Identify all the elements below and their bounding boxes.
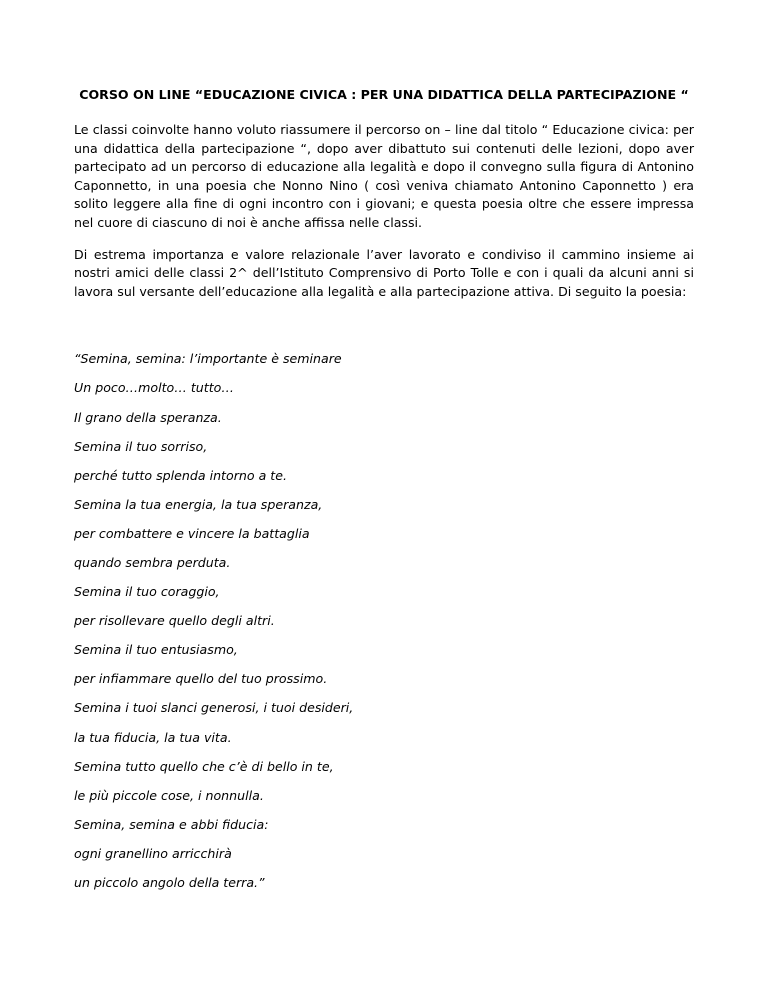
poem-line: le più piccole cose, i nonnulla. [74, 787, 264, 803]
poem-line: Semina tutto quello che c’è di bello in te, [74, 758, 334, 774]
poem-line: Semina il tuo coraggio, [74, 584, 220, 600]
poem-line: ogni granellino arricchirà [74, 845, 232, 861]
poem-line: “Semina, semina: l’importante è seminare [74, 351, 342, 367]
poem-line: un piccolo angolo della terra.” [74, 875, 265, 891]
poem-line: Un poco…molto… tutto… [74, 380, 234, 396]
poem-line: Semina la tua energia, la tua speranza, [74, 496, 323, 512]
poem-line: perché tutto splenda intorno a te. [74, 467, 287, 483]
intro-paragraph: Le classi coinvolte hanno voluto riassumere il percorso on – line dal titolo “ Educazione civica: per una didattica della partecipazione “, dopo aver dibattuto sui contenuti delle lezioni, dopo aver partecipato ad un percorso di educazione alla legalità e dopo il convegno sulla figura di Antonino Caponnetto, in una poesia che Nonno Nino ( così veniva chiamato Antonino Caponnetto ) era solito leggere alla fine di ogni incontro con i giovani; e questa poesia oltre che essere impressa nel cuore di ciascuno di noi è anche affissa nelle classi. [74, 122, 694, 230]
poem-line: Semina, semina e abbi fiducia: [74, 816, 269, 832]
poem-line: Semina i tuoi slanci generosi, i tuoi desideri, [74, 700, 354, 716]
poem-line: per infiammare quello del tuo prossimo. [74, 671, 328, 687]
document-page [74, 85, 694, 903]
poem-line: quando sembra perduta. [74, 555, 231, 570]
poem-line: per risollevare quello degli altri. [74, 613, 275, 629]
poem-line: Semina il tuo sorriso, [74, 438, 208, 454]
poem [74, 350, 694, 903]
poem-line: per combattere e vincere la battaglia [74, 525, 310, 541]
poem-line: Semina il tuo entusiasmo, [74, 642, 238, 658]
poem-line: Il grano della speranza. [74, 409, 222, 425]
document-title: CORSO ON LINE “EDUCAZIONE CIVICA : PER UNA DIDATTICA DELLA PARTECIPAZIONE “ [79, 87, 689, 102]
second-paragraph: Di estrema importanza e valore relazionale l’aver lavorato e condiviso il cammino insieme ai nostri amici delle classi 2^ dell’Istituto Comprensivo di Porto Tolle e con i quali da alcuni anni si lavora sul versante dell’educazione alla legalità e alla partecipazione attiva. Di seguito la poesia: [74, 246, 694, 299]
poem-line: la tua fiducia, la tua vita. [74, 729, 232, 745]
